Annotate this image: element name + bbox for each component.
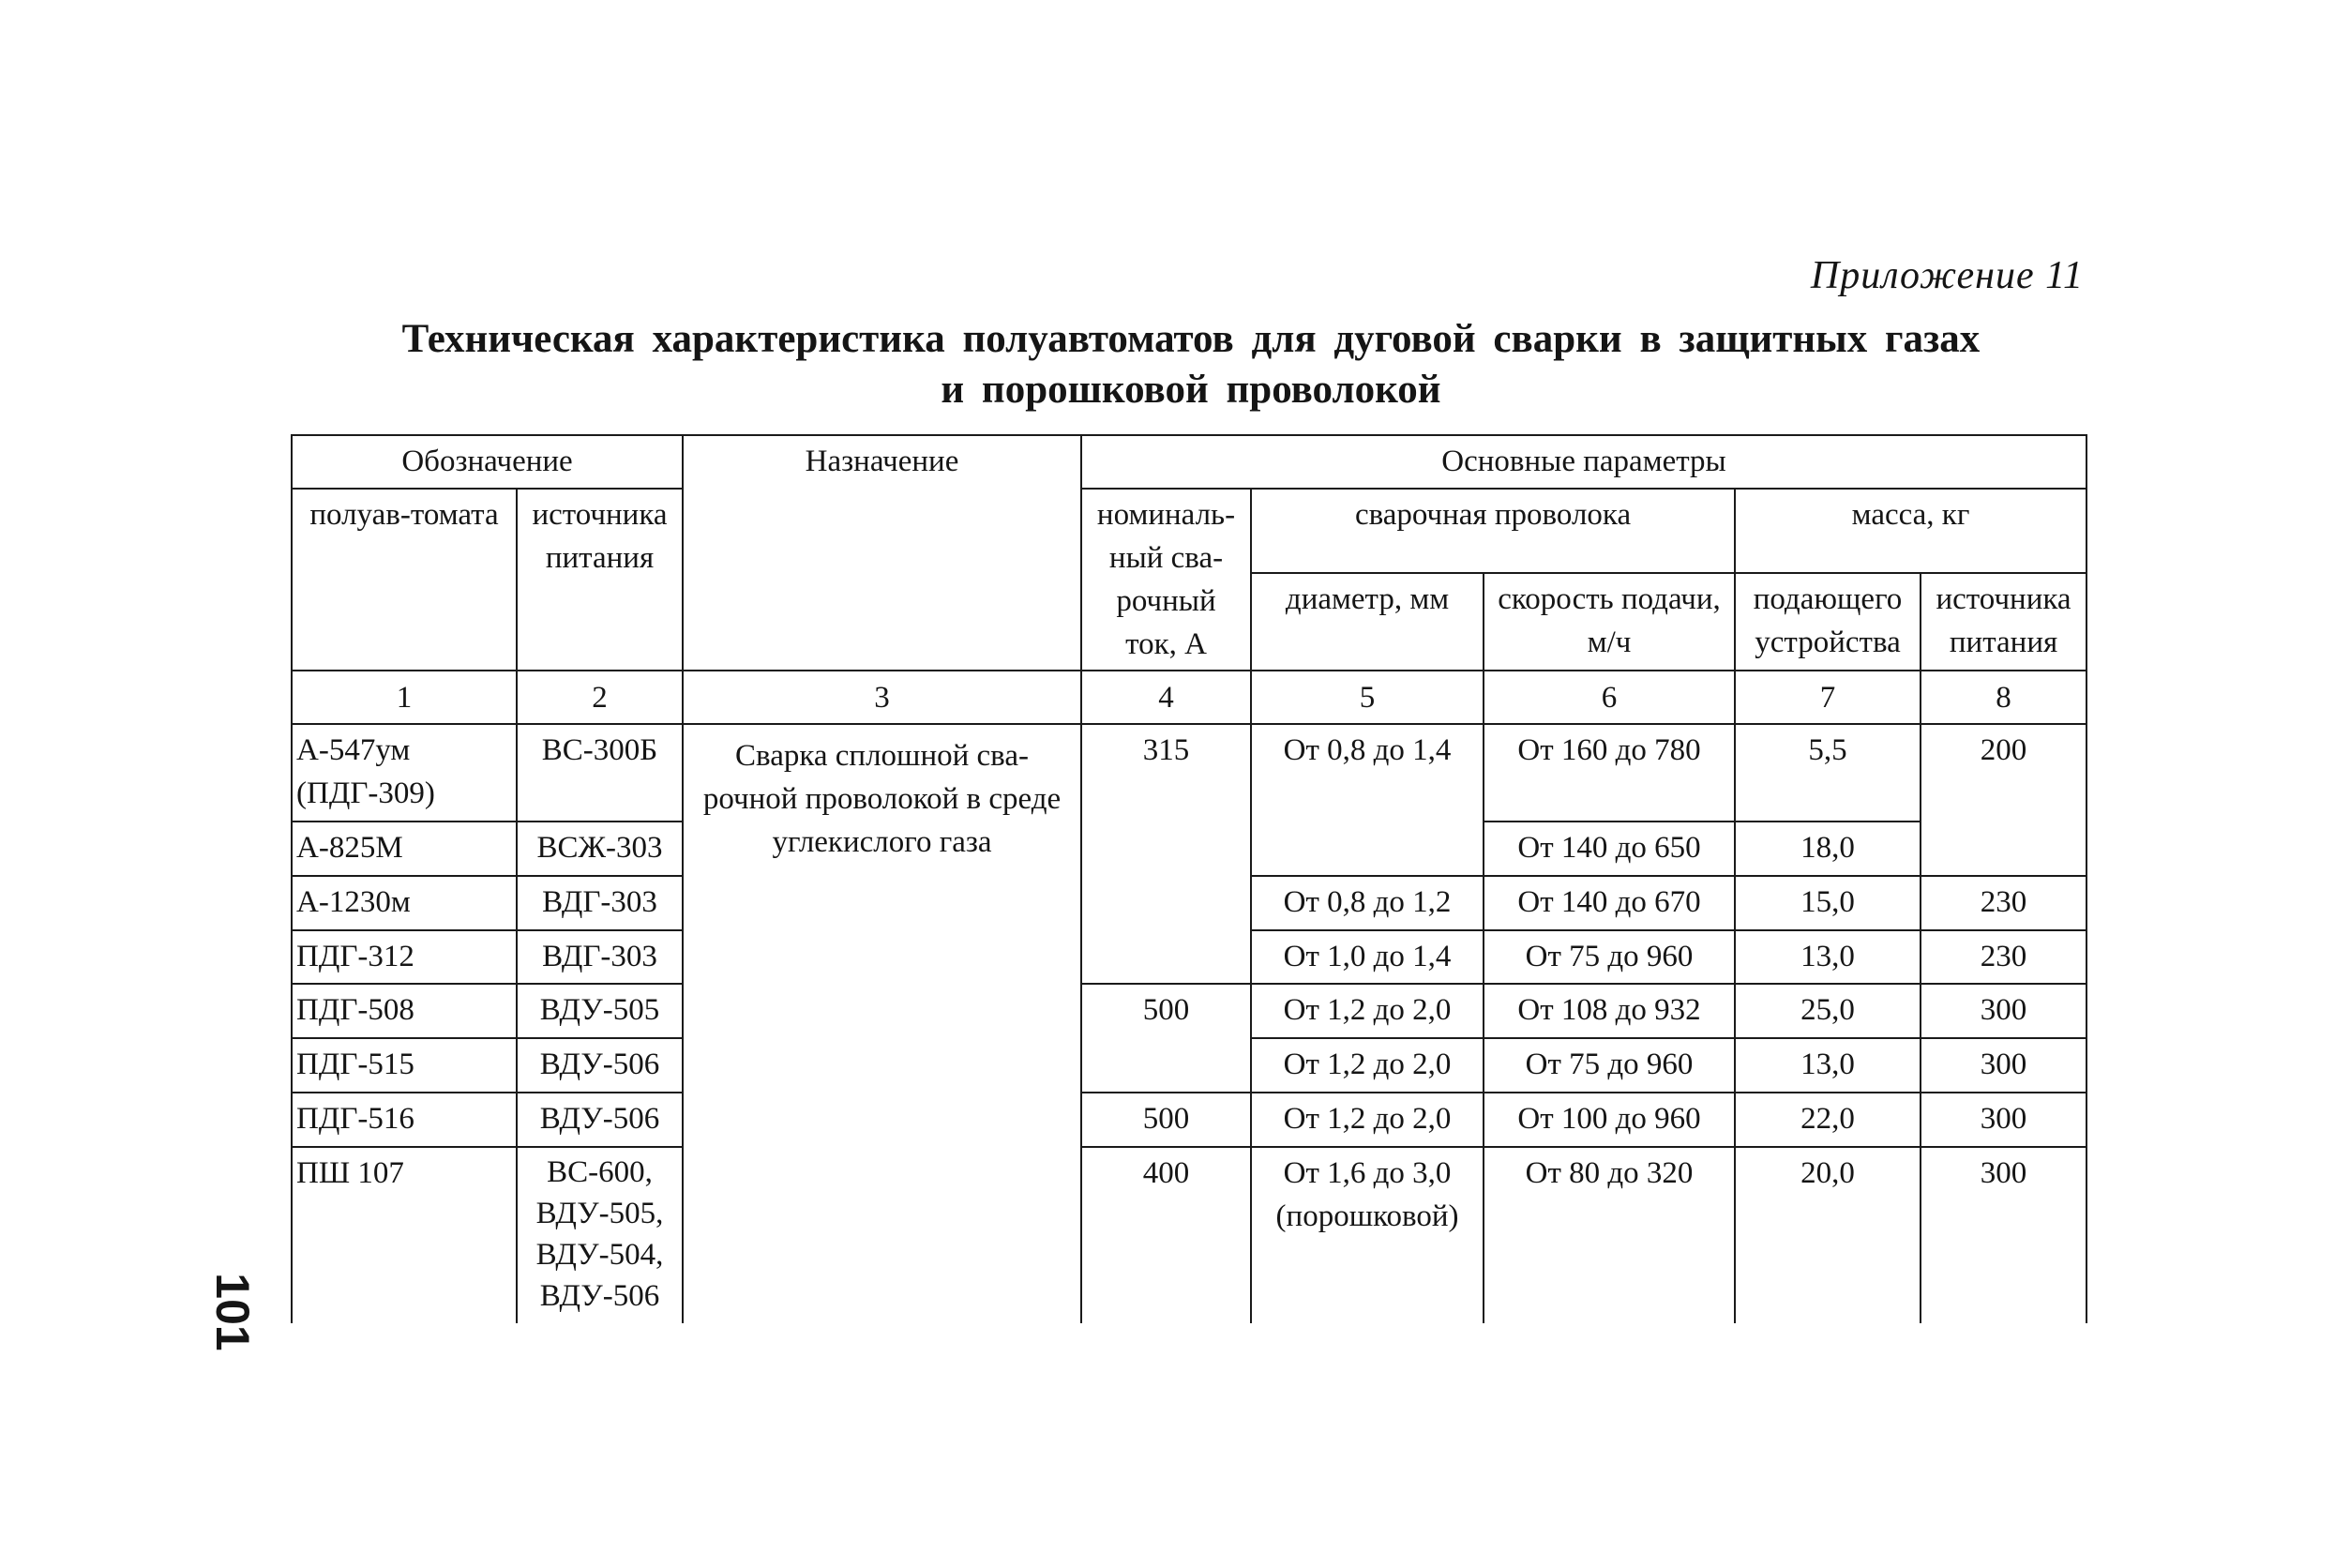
column-number: 3 [683,671,1081,724]
diameter-cell: От 1,2 до 2,0 [1251,1038,1484,1093]
header-purpose: Назначение [683,435,1081,671]
header-main-params: Основные параметры [1081,435,2086,489]
power-source-cell: ВДУ-506 [517,1038,683,1093]
feeder-mass-cell: 20,0 [1735,1147,1921,1323]
column-number: 2 [517,671,683,724]
power-source-cell: ВДГ-303 [517,930,683,984]
current-cell: 500 [1081,984,1251,1093]
feeder-mass-cell: 15,0 [1735,876,1921,930]
power-source-cell: ВДГ-303 [517,876,683,930]
source-mass-cell: 200 [1921,724,2086,876]
feeder-mass-cell: 5,5 [1735,724,1921,822]
feeder-mass-cell: 22,0 [1735,1093,1921,1147]
semiautomat-cell: А-547ум (ПДГ-309) [292,724,517,822]
header-diameter: диаметр, мм [1251,573,1484,671]
current-cell: 400 [1081,1147,1251,1323]
table-row [292,724,2086,822]
power-source-cell: ВС-600, ВДУ-505, ВДУ-504, ВДУ-506 [517,1147,683,1323]
diameter-cell: От 1,2 до 2,0 [1251,1093,1484,1147]
column-number: 1 [292,671,517,724]
header-nominal-current: номиналь-ный сва-рочный ток, А [1081,489,1251,671]
current-cell: 500 [1081,1093,1251,1147]
header-designation: Обозначение [292,435,683,489]
header-mass: масса, кг [1735,489,2086,573]
header-semiautomat: полуав-томата [292,489,517,671]
speed-cell: От 160 до 780 [1484,724,1735,822]
speed-cell: От 75 до 960 [1484,1038,1735,1093]
source-mass-cell: 230 [1921,930,2086,984]
appendix-label: Приложение 11 [1810,254,2084,297]
semiautomat-cell: ПДГ-508 [292,984,517,1038]
table-row [292,1147,2086,1323]
speed-cell: От 140 до 650 [1484,822,1735,876]
power-source-cell: ВДУ-505 [517,984,683,1038]
spec-table [291,434,2087,1323]
source-mass-cell: 230 [1921,876,2086,930]
table-row [292,984,2086,1038]
source-mass-cell: 300 [1921,1038,2086,1093]
speed-cell: От 108 до 932 [1484,984,1735,1038]
table-row [292,1093,2086,1147]
power-source-cell: ВСЖ-303 [517,822,683,876]
feeder-mass-cell: 13,0 [1735,930,1921,984]
source-mass-cell: 300 [1921,984,2086,1038]
purpose-cell: Сварка сплошной сва-рочной проволокой в среде углекислого газа [683,724,1081,1323]
semiautomat-cell: ПДГ-516 [292,1093,517,1147]
diameter-cell: От 1,2 до 2,0 [1251,984,1484,1038]
semiautomat-cell: ПШ 107 [292,1147,517,1323]
speed-cell: От 80 до 320 [1484,1147,1735,1323]
page-number: 101 [206,1273,259,1351]
title-line-2: и порошковой проволокой [941,368,1441,412]
header-source-mass: источника питания [1921,573,2086,671]
title-line-1: Техническая характеристика полуавтоматов для дуговой сварки в защитных газах [401,317,1981,361]
column-number: 7 [1735,671,1921,724]
current-cell: 315 [1081,724,1251,984]
source-mass-cell: 300 [1921,1093,2086,1147]
diameter-cell: От 0,8 до 1,2 [1251,876,1484,930]
semiautomat-cell: А-1230м [292,876,517,930]
diameter-cell: От 1,0 до 1,4 [1251,930,1484,984]
semiautomat-cell: А-825М [292,822,517,876]
power-source-cell: ВДУ-506 [517,1093,683,1147]
power-source-cell: ВС-300Б [517,724,683,822]
diameter-cell: От 1,6 до 3,0 (порошковой) [1251,1147,1484,1323]
semiautomat-cell: ПДГ-312 [292,930,517,984]
column-number: 5 [1251,671,1484,724]
speed-cell: От 75 до 960 [1484,930,1735,984]
document-title [234,314,2147,415]
diameter-cell: От 0,8 до 1,4 [1251,724,1484,876]
feeder-mass-cell: 13,0 [1735,1038,1921,1093]
header-feeder-mass: подающего устройства [1735,573,1921,671]
speed-cell: От 140 до 670 [1484,876,1735,930]
source-mass-cell: 300 [1921,1147,2086,1323]
column-number: 6 [1484,671,1735,724]
header-feed-speed: скорость подачи, м/ч [1484,573,1735,671]
feeder-mass-cell: 18,0 [1735,822,1921,876]
column-number: 4 [1081,671,1251,724]
feeder-mass-cell: 25,0 [1735,984,1921,1038]
column-number: 8 [1921,671,2086,724]
semiautomat-cell: ПДГ-515 [292,1038,517,1093]
speed-cell: От 100 до 960 [1484,1093,1735,1147]
header-welding-wire: сварочная проволока [1251,489,1735,573]
header-power-source: источника питания [517,489,683,671]
